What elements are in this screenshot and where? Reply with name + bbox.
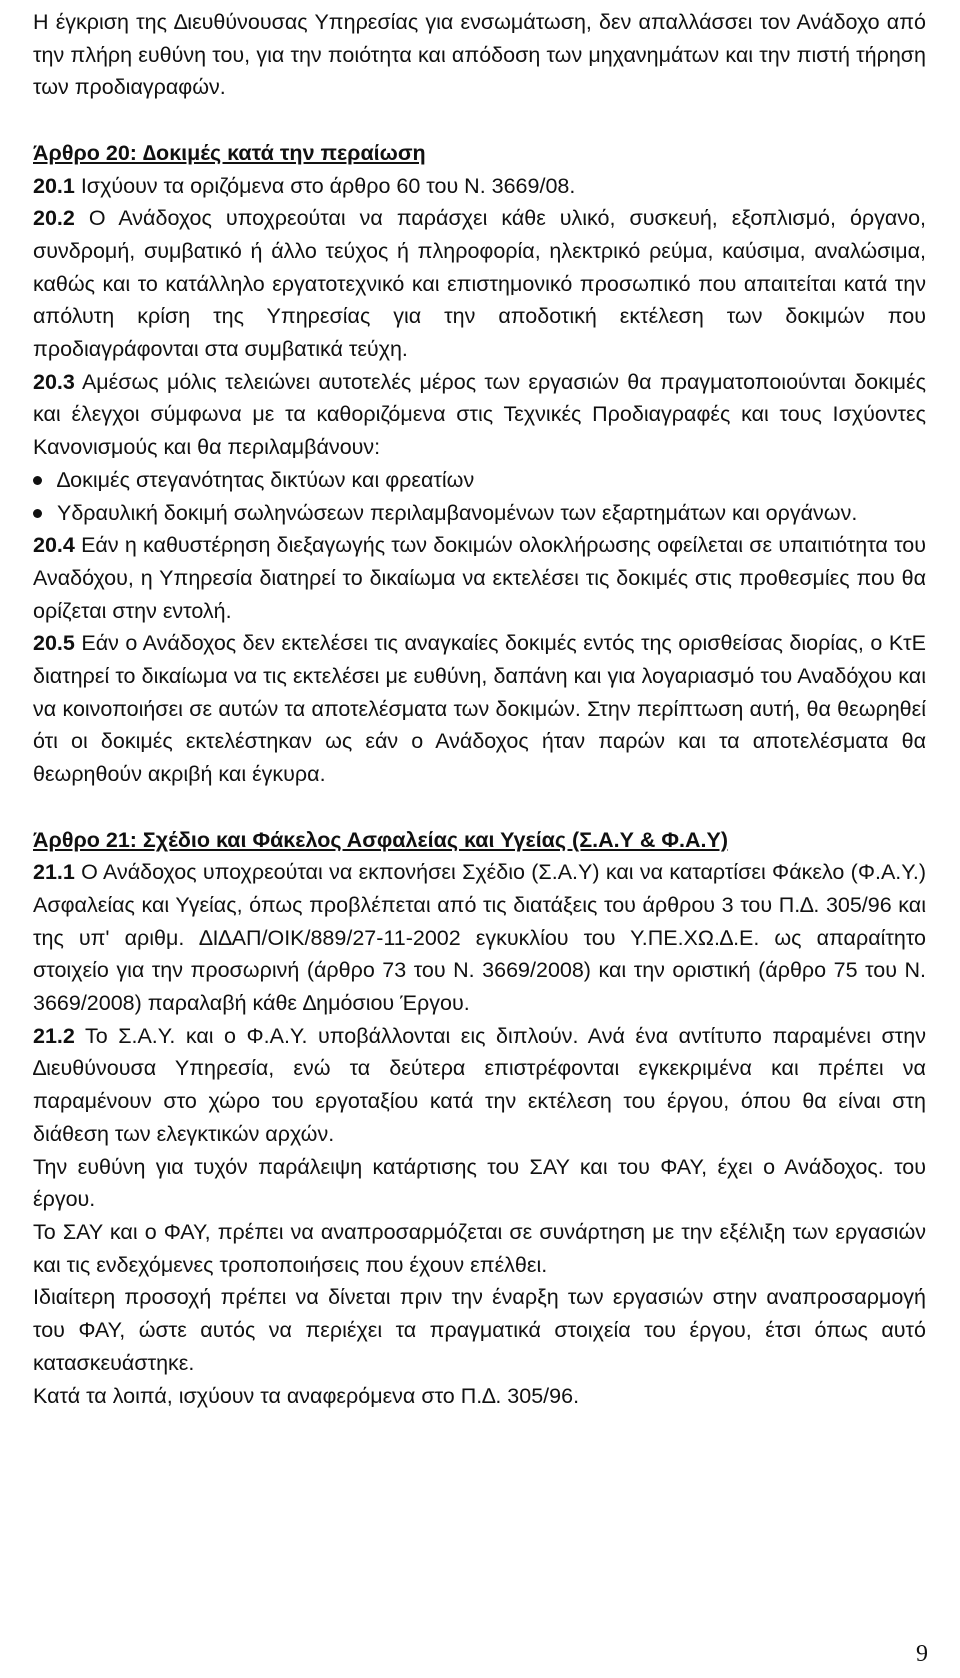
paragraph-20-2 — [33, 202, 926, 366]
paragraph-21-1 — [33, 856, 926, 1020]
paragraph-text: Ο Ανάδοχος υποχρεούται να παράσχει κάθε υλικό, συσκευή, εξοπλισμό, όργανο, συνδρομή, συμβατικό ή άλλο τεύχος ή πληροφορία, ηλεκτρικό ρεύμα, καύσιμα, αναλώσιμα, καθώς και το κατάλληλο εργατοτεχνικό και επιστημονικό προσωπικό που απαιτείται κατά την απόλυτη κρίση της Υπηρεσίας για την αποδοτική εκτέλεση των δοκιμών που προδιαγράφονται στα συμβατικά τεύχη. — [33, 206, 926, 362]
article-21-heading: Άρθρο 21: Σχέδιο και Φάκελος Ασφαλείας και Υγείας (Σ.Α.Υ & Φ.Α.Υ) — [33, 827, 729, 852]
paragraph-number: 21.2 — [33, 1023, 75, 1048]
page-number: 9 — [916, 1641, 928, 1667]
paragraph-text: Ισχύουν τα οριζόμενα στο άρθρο 60 του Ν. 3669/08. — [74, 173, 576, 198]
paragraph-adaptation: Το ΣΑΥ και ο ΦΑΥ, πρέπει να αναπροσαρμόζεται σε συνάρτηση με την εξέλιξη των εργασιών και τις ενδεχόμενες τροποποιήσεις που έχουν επέλθει. — [33, 1219, 926, 1277]
intro-paragraph: Η έγκριση της ∆ιευθύνουσας Υπηρεσίας για ενσωμάτωση, δεν απαλλάσσει τον Ανάδοχο από την πλήρη ευθύνη του, για την ποιότητα και απόδοση των μηχανημάτων και την πιστή τήρηση των προδιαγραφών. — [33, 10, 926, 100]
list-item-text: Υδραυλική δοκιμή σωληνώσεων περιλαμβανομένων των εξαρτημάτων και οργάνων. — [57, 500, 858, 525]
paragraph-number: 21.1 — [33, 860, 75, 885]
paragraph-text: Εάν η καθυστέρηση διεξαγωγής των δοκιμών ολοκλήρωσης οφείλεται σε υπαιτιότητα του Αναδόχου, η Υπηρεσία διατηρεί το δικαίωμα να εκτελέσει τις δοκιμές στις προθεσμίες που θα ορίζεται στην εντολή. — [33, 533, 926, 623]
paragraph-20-3 — [33, 366, 926, 464]
paragraph-20-4 — [33, 529, 926, 627]
paragraph-special-attention: Ιδιαίτερη προσοχή πρέπει να δίνεται πριν την έναρξη των εργασιών στην αναπροσαρμογή του ΦΑΥ, ώστε αυτός να περιέχει τα πραγματικά στοιχεία του έργου, έτσι όπως αυτό κατασκευάστηκε. — [33, 1285, 926, 1375]
paragraph-20-1 — [33, 170, 926, 203]
paragraph-number: 20.2 — [33, 206, 75, 231]
paragraph-text: Αμέσως μόλις τελειώνει αυτοτελές μέρος των εργασιών θα πραγματοποιούνται δοκιμές και έλεγχοι σύμφωνα με τα καθοριζόμενα στις Τεχνικές Προδιαγραφές και τους Ισχύοντες Κανονισμούς και θα περιλαμβάνουν: — [33, 369, 926, 460]
paragraph-text: Εάν ο Ανάδοχος δεν εκτελέσει τις αναγκαίες δοκιμές εντός της ορισθείσας διορίας, ο ΚτΕ διατηρεί το δικαίωμα να τις εκτελέσει με ευθύνη, δαπάνη και για λογαριασμό του Αναδόχου και να κοινοποιήσει σε αυτών τα αποτελέσματα των δοκιμών. Στην περίπτωση αυτή, θα θεωρηθεί ότι οι δοκιμές εκτελέστηκαν ως εάν ο Ανάδοχος ήταν παρών και τα αποτελέσματα θα θεωρηθούν ακριβή και έγκυρα. — [33, 631, 926, 787]
paragraph-21-2 — [33, 1020, 926, 1151]
paragraph-number: 20.5 — [33, 631, 75, 656]
list-item-text: ∆οκιμές στεγανότητας δικτύων και φρεατίων — [57, 467, 475, 492]
document-page — [33, 6, 926, 1412]
paragraph-text: Ο Ανάδοχος υποχρεούται να εκπονήσει Σχέδιο (Σ.Α.Υ) και να καταρτίσει Φάκελο (Φ.Α.Υ.) Ασφαλείας και Υγείας, όπως προβλέπεται από τις διατάξεις του άρθρου 3 του Π.∆. 305/96 και της υπ' αριθμ. ∆Ι∆ΑΠ/ΟΙΚ/889/27-11-2002 εγκυκλίου του Υ.ΠΕ.ΧΩ.∆.Ε. ως απαραίτητο στοιχείο για την προσωρινή (άρθρο 73 του Ν. 3669/2008) και την οριστική (άρθρο 75 του Ν. 3669/2008) παραλαβή κάθε ∆ημόσιου Έργου. — [33, 860, 926, 1016]
paragraph-number: 20.3 — [33, 369, 75, 394]
article-20-heading: Άρθρο 20: ∆οκιμές κατά την περαίωση — [33, 140, 426, 165]
paragraph-20-5 — [33, 627, 926, 791]
list-item — [33, 497, 926, 530]
tests-list — [33, 464, 926, 529]
bullet-icon — [33, 476, 42, 485]
paragraph-number: 20.1 — [33, 173, 75, 198]
spacer — [33, 104, 926, 137]
paragraph-number: 20.4 — [33, 533, 75, 558]
paragraph-responsibility: Την ευθύνη για τυχόν παράλειψη κατάρτισης του ΣΑΥ και του ΦΑΥ, έχει ο Ανάδοχος. του έργου. — [33, 1154, 926, 1212]
paragraph-remaining: Κατά τα λοιπά, ισχύουν τα αναφερόμενα στο Π.∆. 305/96. — [33, 1383, 580, 1408]
bullet-icon — [33, 509, 42, 518]
list-item — [33, 464, 926, 497]
spacer — [33, 791, 926, 824]
paragraph-text: Το Σ.Α.Υ. και ο Φ.Α.Υ. υποβάλλονται εις διπλούν. Ανά ένα αντίτυπο παραμένει στην ∆ιευθύνουσα Υπηρεσία, ενώ τα δεύτερα επιστρέφονται εγκεκριμένα και πρέπει να παραμένουν στο χώρο του εργοταξίου κατά την εκτέλεση του έργου, όπου θα είναι στη διάθεση των ελεγκτικών αρχών. — [33, 1023, 926, 1146]
